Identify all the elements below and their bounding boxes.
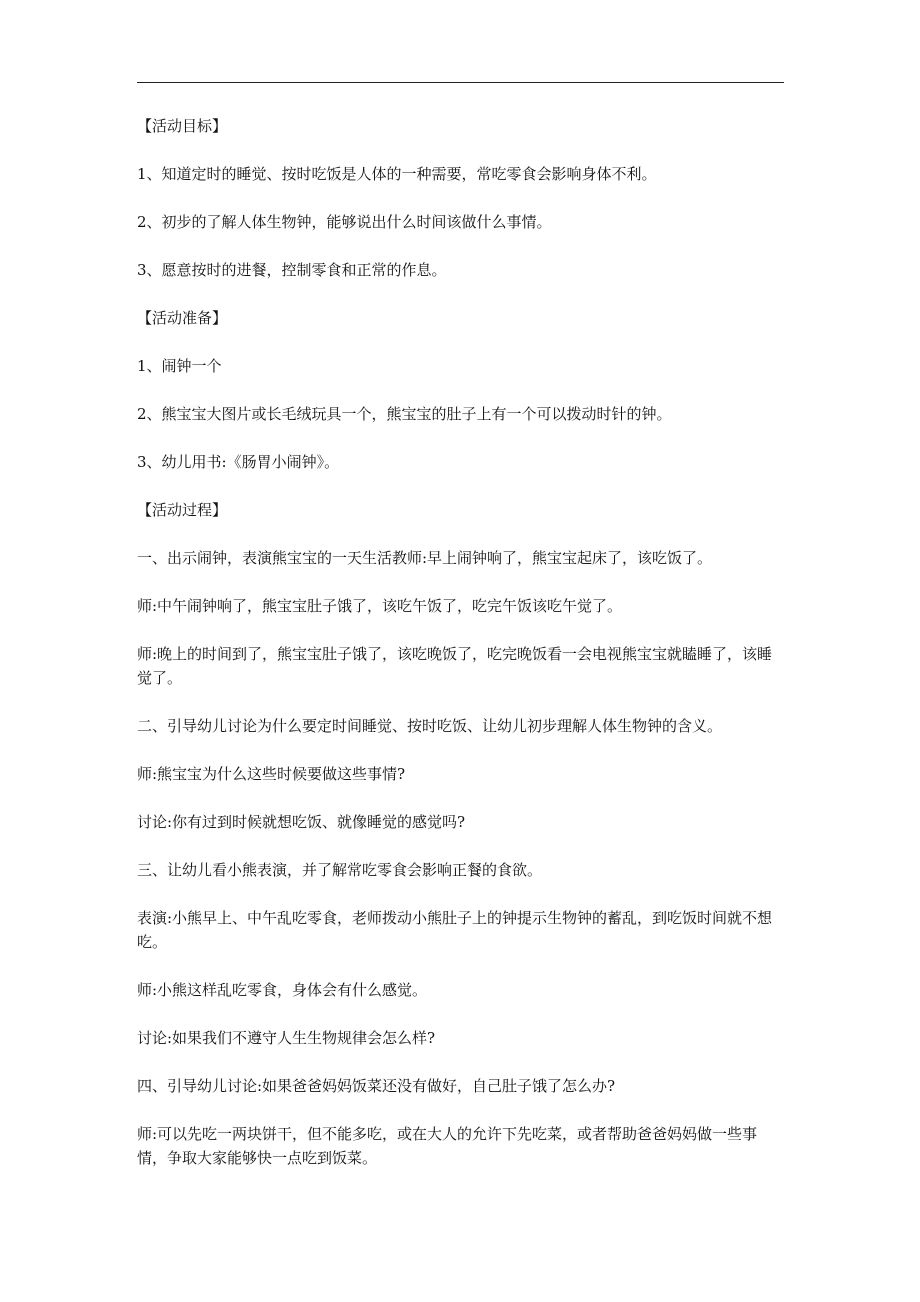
goal-item-2: 2、初步的了解人体生物钟，能够说出什么时间该做什么事情。 [137,213,552,231]
section-heading-process: 【活动过程】 [137,501,228,519]
process-paragraph: 表演:小熊早上、中午乱吃零食，老师拨动小熊肚子上的钟提示生物钟的蓄乱，到吃饭时间就不想吃。 [137,909,773,951]
process-paragraph: 三、让幼儿看小熊表演，并了解常吃零食会影响正餐的食欲。 [137,861,543,879]
process-paragraph: 四、引导幼儿讨论:如果爸爸妈妈饭菜还没有做好，自己肚子饿了怎么办? [137,1077,616,1095]
process-paragraph: 讨论:如果我们不遵守人生生物规律会怎么样? [137,1029,436,1047]
process-paragraph: 师:熊宝宝为什么这些时候要做这些事情? [137,765,406,783]
header-rule [137,82,784,83]
prep-item-2: 2、熊宝宝大图片或长毛绒玩具一个，熊宝宝的肚子上有一个可以拨动时针的钟。 [137,405,672,423]
goal-item-3: 3、愿意按时的进餐，控制零食和正常的作息。 [137,261,447,279]
section-heading-goals: 【活动目标】 [137,117,228,135]
goal-item-1: 1、知道定时的睡觉、按时吃饭是人体的一种需要，常吃零食会影响身体不利。 [137,165,657,183]
process-paragraph: 师:小熊这样乱吃零食，身体会有什么感觉。 [137,981,428,999]
process-paragraph: 师:晚上的时间到了，熊宝宝肚子饿了，该吃晚饭了，吃完晚饭看一会电视熊宝宝就瞌睡了，该睡觉了。 [137,645,773,687]
process-paragraph: 二、引导幼儿讨论为什么要定时间睡觉、按时吃饭、让幼儿初步理解人体生物钟的含义。 [137,717,723,735]
prep-item-3: 3、幼儿用书:《肠胃小闹钟》。 [137,453,340,471]
prep-item-1: 1、闹钟一个 [137,357,222,375]
process-paragraph: 讨论:你有过到时候就想吃饭、就像睡觉的感觉吗? [137,813,466,831]
process-paragraph: 师:可以先吃一两块饼干，但不能多吃，或在大人的允许下先吃菜，或者帮助爸爸妈妈做一些事情，争取大家能够快一点吃到饭菜。 [137,1125,758,1167]
process-paragraph: 师:中午闹钟响了，熊宝宝肚子饿了，该吃午饭了，吃完午饭该吃午觉了。 [137,597,623,615]
process-paragraph: 一、出示闹钟，表演熊宝宝的一天生活教师:早上闹钟响了，熊宝宝起床了，该吃饭了。 [137,549,713,567]
section-heading-preparation: 【活动准备】 [137,309,228,327]
document-body [137,114,787,1170]
